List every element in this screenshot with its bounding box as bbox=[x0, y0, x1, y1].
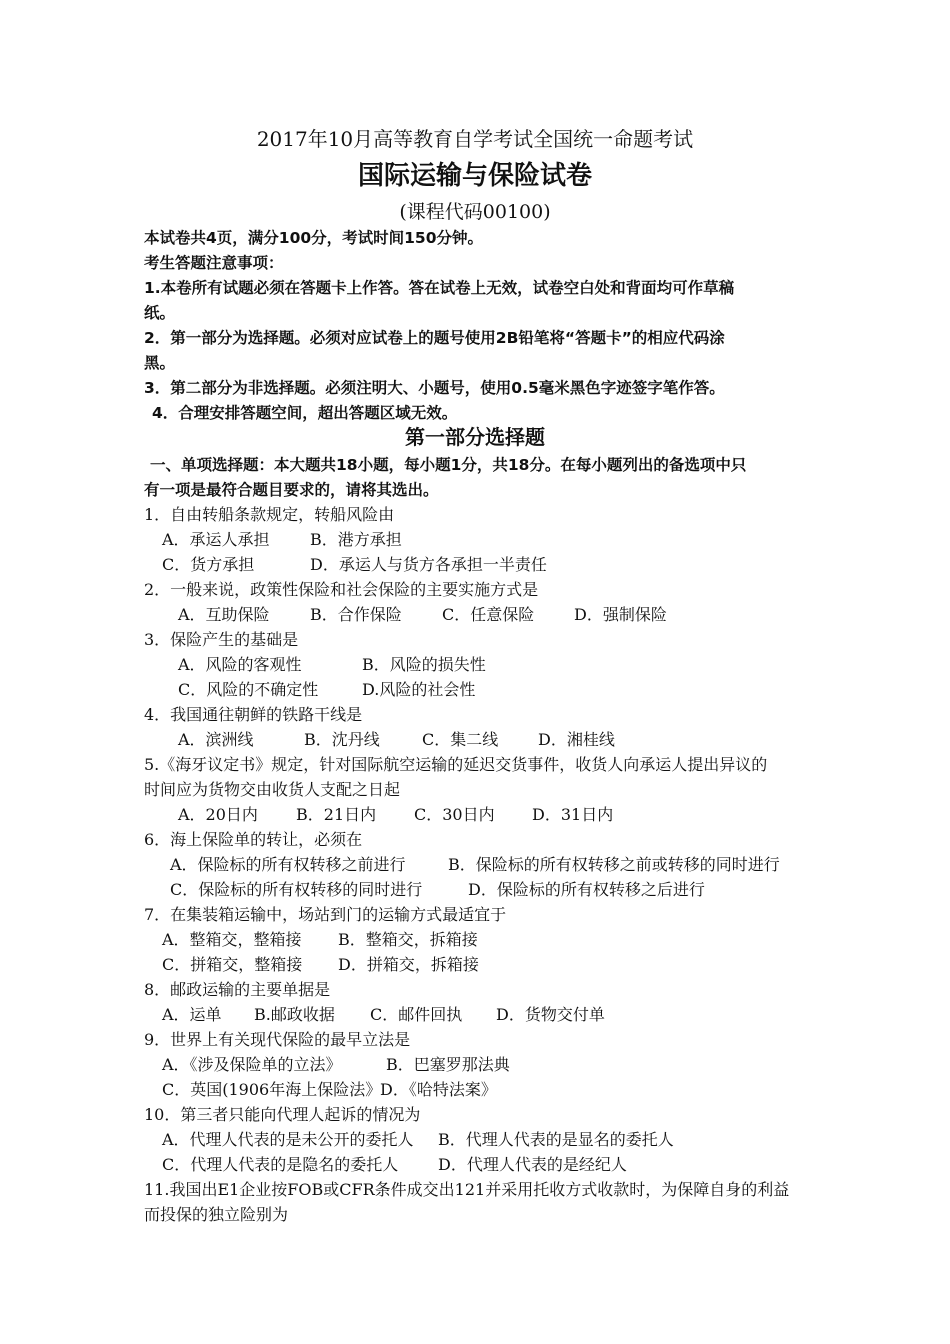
course-code: (课程代码00100) bbox=[399, 201, 551, 223]
option-d: D.风险的社会性 bbox=[362, 680, 476, 699]
paper-title: 国际运输与保险试卷 bbox=[357, 161, 592, 191]
question-3-stem: 3．保险产生的基础是 bbox=[144, 630, 299, 649]
question-1-options-row-2 bbox=[162, 555, 547, 575]
option-c: C．英国(1906年海上保险法》 bbox=[162, 1080, 382, 1099]
option-a: A．20日内 bbox=[178, 805, 258, 824]
option-b: B．21日内 bbox=[296, 805, 377, 824]
question-9-options-row-2 bbox=[162, 1080, 497, 1100]
question-7-options-row-1 bbox=[162, 930, 478, 950]
option-a: A．整箱交，整箱接 bbox=[162, 930, 302, 949]
option-c: C．集二线 bbox=[422, 730, 499, 749]
question-11-stem-line-1: 11.我国出E1企业按FOB或CFR条件成交出121并采用托收方式收款时，为保障自身的利益 bbox=[144, 1180, 790, 1199]
question-8-stem: 8．邮政运输的主要单据是 bbox=[144, 980, 331, 999]
option-d: D．《哈特法案》 bbox=[380, 1080, 497, 1099]
question-3-options-row-2 bbox=[178, 680, 475, 700]
option-d: D．强制保险 bbox=[574, 605, 667, 624]
question-1-options-row-1 bbox=[162, 530, 402, 550]
exam-title: 2017年10月高等教育自学考试全国统一命题考试 bbox=[256, 127, 694, 151]
note-2-line-1: 2．第一部分为选择题。必须对应试卷上的题号使用2B铅笔将“答题卡”的相应代码涂 bbox=[144, 329, 725, 347]
question-6-options-row-2 bbox=[170, 880, 705, 900]
question-10-options-row-2 bbox=[162, 1155, 627, 1175]
part-1-title: 第一部分选择题 bbox=[405, 425, 545, 449]
question-9-stem: 9．世界上有关现代保险的最早立法是 bbox=[144, 1030, 411, 1049]
option-d: D．代理人代表的是经纪人 bbox=[438, 1155, 627, 1174]
question-11-stem-line-2: 而投保的独立险别为 bbox=[144, 1205, 289, 1224]
note-1-line-2: 纸。 bbox=[144, 304, 176, 322]
option-b: B．沈丹线 bbox=[304, 730, 380, 749]
option-a: A．运单 bbox=[162, 1005, 222, 1024]
note-2-line-2: 黑。 bbox=[144, 354, 176, 372]
option-c: C．货方承担 bbox=[162, 555, 255, 574]
option-d: D．承运人与货方各承担一半责任 bbox=[310, 555, 547, 574]
option-b: B．整箱交，拆箱接 bbox=[338, 930, 478, 949]
option-d: D．货物交付单 bbox=[496, 1005, 605, 1024]
option-c: C．保险标的所有权转移的同时进行 bbox=[170, 880, 423, 899]
option-d: D．湘桂线 bbox=[538, 730, 615, 749]
part-1-instructions-line-2: 有一项是最符合题目要求的，请将其选出。 bbox=[144, 481, 439, 499]
option-a: A．承运人承担 bbox=[162, 530, 270, 549]
note-4: 4．合理安排答题空间，超出答题区域无效。 bbox=[152, 404, 458, 422]
question-5-stem-line-1: 5.《海牙议定书》规定，针对国际航空运输的延迟交货事件，收货人向承运人提出异议的 bbox=[144, 755, 768, 774]
option-c: C．30日内 bbox=[414, 805, 495, 824]
option-a: A．风险的客观性 bbox=[178, 655, 302, 674]
question-1-stem: 1．自由转船条款规定，转船风险由 bbox=[144, 505, 395, 524]
question-4-stem: 4．我国通往朝鲜的铁路干线是 bbox=[144, 705, 363, 724]
option-c: C．邮件回执 bbox=[370, 1005, 463, 1024]
question-3-options-row-1 bbox=[178, 655, 486, 675]
option-c: C．代理人代表的是隐名的委托人 bbox=[162, 1155, 399, 1174]
option-a: A．互助保险 bbox=[178, 605, 270, 624]
question-6-options-row-1 bbox=[170, 855, 780, 875]
question-10-stem: 10．第三者只能向代理人起诉的情况为 bbox=[144, 1105, 421, 1124]
option-b: B．代理人代表的是显名的委托人 bbox=[438, 1130, 674, 1149]
option-a: A．代理人代表的是未公开的委托人 bbox=[162, 1130, 414, 1149]
option-b: B．巴塞罗那法典 bbox=[386, 1055, 510, 1074]
note-1-line-1: 1.本卷所有试题必须在答题卡上作答。答在试卷上无效，试卷空白处和背面均可作草稿 bbox=[144, 279, 735, 297]
option-b: B．合作保险 bbox=[310, 605, 402, 624]
option-a: A．保险标的所有权转移之前进行 bbox=[170, 855, 406, 874]
option-b: B．保险标的所有权转移之前或转移的同时进行 bbox=[448, 855, 780, 874]
option-d: D．31日内 bbox=[532, 805, 614, 824]
exam-summary: 本试卷共4页，满分100分，考试时间150分钟。 bbox=[144, 229, 483, 247]
notes-heading: 考生答题注意事项： bbox=[144, 254, 284, 272]
question-6-stem: 6．海上保险单的转让，必须在 bbox=[144, 830, 363, 849]
option-b: B．风险的损失性 bbox=[362, 655, 486, 674]
question-7-stem: 7．在集装箱运输中，场站到门的运输方式最适宜于 bbox=[144, 905, 507, 924]
option-b: B．港方承担 bbox=[310, 530, 402, 549]
part-1-instructions-line-1: 一、单项选择题：本大题共18小题，每小题1分，共18分。在每小题列出的备选项中只 bbox=[150, 456, 747, 474]
option-d: D．保险标的所有权转移之后进行 bbox=[468, 880, 705, 899]
option-a: A．《涉及保险单的立法》 bbox=[162, 1055, 342, 1074]
question-10-options-row-1 bbox=[162, 1130, 674, 1150]
question-2-stem: 2．一般来说，政策性保险和社会保险的主要实施方式是 bbox=[144, 580, 539, 599]
question-2-options bbox=[178, 605, 667, 625]
question-4-options bbox=[178, 730, 615, 750]
question-5-stem-line-2: 时间应为货物交由收货人支配之日起 bbox=[144, 780, 401, 799]
option-c: C．风险的不确定性 bbox=[178, 680, 319, 699]
question-8-options bbox=[162, 1005, 605, 1025]
option-d: D．拼箱交，拆箱接 bbox=[338, 955, 479, 974]
note-3: 3．第二部分为非选择题。必须注明大、小题号，使用0.5毫米黑色字迹签字笔作答。 bbox=[144, 379, 725, 397]
option-c: C．任意保险 bbox=[442, 605, 535, 624]
question-9-options-row-1 bbox=[162, 1055, 510, 1075]
option-b: B.邮政收据 bbox=[254, 1005, 335, 1024]
option-c: C．拼箱交，整箱接 bbox=[162, 955, 303, 974]
option-a: A．滨洲线 bbox=[178, 730, 254, 749]
question-7-options-row-2 bbox=[162, 955, 479, 975]
question-5-options bbox=[178, 805, 613, 825]
